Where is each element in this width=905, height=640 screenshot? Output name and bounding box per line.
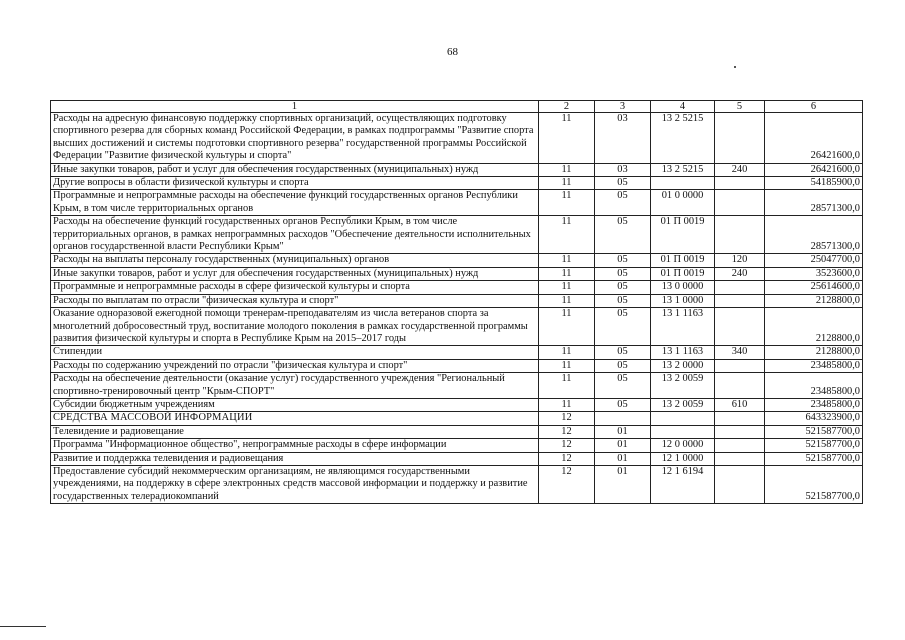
row-target-article-code: 13 2 5215 [651,163,715,176]
budget-table [50,100,863,504]
row-subsection-code: 05 [595,346,651,359]
row-target-article-code [651,177,715,190]
scan-edge-mark [0,626,46,627]
row-target-article-code: 12 1 0000 [651,452,715,465]
column-header-3: 3 [595,101,651,113]
row-description: Расходы по выплатам по отрасли "физическая культура и спорт" [51,294,539,307]
column-header-2: 2 [539,101,595,113]
row-amount: 521587700,0 [765,425,863,438]
row-description: Стипендии [51,346,539,359]
row-expense-type-code [715,412,765,425]
table-row [51,452,863,465]
row-description: Расходы по содержанию учреждений по отрасли "физическая культура и спорт" [51,359,539,372]
row-subsection-code: 01 [595,465,651,503]
row-amount: 23485800,0 [765,398,863,411]
row-subsection-code: 05 [595,254,651,267]
row-subsection-code: 05 [595,398,651,411]
row-expense-type-code [715,281,765,294]
table-row [51,359,863,372]
row-target-article-code: 13 2 0059 [651,373,715,399]
row-subsection-code: 01 [595,452,651,465]
row-description: Оказание одноразовой ежегодной помощи тренерам-преподавателям из числа ветеранов спорта за многолетний добросовестный труд, воспитание молодого поколения в рамках государственной программы развития физической культуры и спорта в Республике Крым на 2015–2017 годы [51,308,539,346]
row-target-article-code: 01 0 0000 [651,190,715,216]
table-row [51,216,863,254]
scan-dot [734,66,736,68]
row-target-article-code [651,425,715,438]
table-row [51,254,863,267]
row-expense-type-code [715,425,765,438]
column-header-4: 4 [651,101,715,113]
row-amount: 26421600,0 [765,163,863,176]
row-target-article-code: 13 1 0000 [651,294,715,307]
table-row [51,308,863,346]
row-target-article-code: 13 0 0000 [651,281,715,294]
table-row [51,412,863,425]
row-amount: 521587700,0 [765,465,863,503]
page-number: 68 [447,46,458,58]
row-section-code: 11 [539,113,595,164]
row-expense-type-code [715,452,765,465]
row-description: Другие вопросы в области физической культуры и спорта [51,177,539,190]
row-expense-type-code: 610 [715,398,765,411]
row-target-article-code [651,412,715,425]
row-amount: 25614600,0 [765,281,863,294]
row-amount: 2128800,0 [765,346,863,359]
row-amount: 2128800,0 [765,294,863,307]
row-expense-type-code [715,439,765,452]
row-target-article-code: 13 1 1163 [651,308,715,346]
row-description: Субсидии бюджетным учреждениям [51,398,539,411]
row-description: Расходы на обеспечение деятельности (оказание услуг) государственного учреждения "Региональный спортивно-тренировочный центр "Крым-СПОРТ" [51,373,539,399]
table-row [51,346,863,359]
row-description: Телевидение и радиовещание [51,425,539,438]
row-amount: 23485800,0 [765,359,863,372]
row-amount: 2128800,0 [765,308,863,346]
row-description: Программные и непрограммные расходы на обеспечение функций государственных органов Республики Крым, в том числе территориальных органов [51,190,539,216]
column-number-row [51,101,863,113]
row-description: Иные закупки товаров, работ и услуг для обеспечения государственных (муниципальных) нужд [51,163,539,176]
row-amount: 28571300,0 [765,216,863,254]
row-section-code: 12 [539,452,595,465]
column-header-6: 6 [765,101,863,113]
row-section-code: 11 [539,177,595,190]
table-row [51,294,863,307]
table-row [51,113,863,164]
table-row [51,425,863,438]
row-target-article-code: 01 П 0019 [651,216,715,254]
row-amount: 643323900,0 [765,412,863,425]
row-expense-type-code: 240 [715,163,765,176]
row-section-code: 12 [539,425,595,438]
table-row [51,281,863,294]
row-amount: 521587700,0 [765,452,863,465]
row-description: Предоставление субсидий некоммерческим организациям, не являющимся государственными учреждениями, на поддержку в сфере электронных средств массовой информации и поддержку и развитие государственных телерадиокомпаний [51,465,539,503]
row-section-code: 11 [539,281,595,294]
table-row [51,398,863,411]
row-description: Программа "Информационное общество", непрограммные расходы в сфере информации [51,439,539,452]
row-description: СРЕДСТВА МАССОВОЙ ИНФОРМАЦИИ [51,412,539,425]
table-row [51,373,863,399]
row-expense-type-code [715,373,765,399]
row-expense-type-code [715,113,765,164]
row-section-code: 11 [539,267,595,280]
row-section-code: 11 [539,163,595,176]
table-row [51,190,863,216]
row-subsection-code: 01 [595,425,651,438]
row-amount: 3523600,0 [765,267,863,280]
row-section-code: 11 [539,346,595,359]
row-section-code: 12 [539,412,595,425]
row-subsection-code: 05 [595,190,651,216]
row-subsection-code: 05 [595,373,651,399]
row-description: Развитие и поддержка телевидения и радиовещания [51,452,539,465]
row-target-article-code: 12 0 0000 [651,439,715,452]
row-section-code: 11 [539,373,595,399]
row-description: Программные и непрограммные расходы в сфере физической культуры и спорта [51,281,539,294]
row-subsection-code: 03 [595,113,651,164]
table-row [51,267,863,280]
row-subsection-code: 05 [595,308,651,346]
row-section-code: 12 [539,439,595,452]
row-target-article-code: 01 П 0019 [651,254,715,267]
row-section-code: 11 [539,294,595,307]
row-amount: 54185900,0 [765,177,863,190]
row-description: Расходы на обеспечение функций государственных органов Республики Крым, в том числе территориальных органов, в рамках непрограммных расходов "Обеспечение деятельности исполнительных органов государственной власти Республики Крым" [51,216,539,254]
row-amount: 23485800,0 [765,373,863,399]
row-amount: 26421600,0 [765,113,863,164]
row-expense-type-code [715,359,765,372]
row-expense-type-code [715,465,765,503]
table-row [51,465,863,503]
table-row [51,177,863,190]
row-expense-type-code [715,216,765,254]
row-expense-type-code: 120 [715,254,765,267]
row-description: Иные закупки товаров, работ и услуг для обеспечения государственных (муниципальных) нужд [51,267,539,280]
row-target-article-code: 13 2 0000 [651,359,715,372]
row-subsection-code: 05 [595,216,651,254]
column-header-5: 5 [715,101,765,113]
row-expense-type-code [715,294,765,307]
row-subsection-code: 05 [595,177,651,190]
row-expense-type-code: 240 [715,267,765,280]
row-expense-type-code [715,190,765,216]
row-subsection-code: 05 [595,267,651,280]
row-subsection-code: 05 [595,294,651,307]
row-expense-type-code [715,308,765,346]
row-amount: 521587700,0 [765,439,863,452]
row-target-article-code: 13 2 5215 [651,113,715,164]
row-target-article-code: 01 П 0019 [651,267,715,280]
row-subsection-code: 03 [595,163,651,176]
row-expense-type-code: 340 [715,346,765,359]
row-description: Расходы на адресную финансовую поддержку спортивных организаций, осуществляющих подготовку спортивного резерва для сборных команд Российской Федерации, в рамках подпрограммы "Развитие спорта высших достижений и системы подготовки спортивного резерва" государственной программы Российской Федерации "Развитие физической культуры и спорта" [51,113,539,164]
row-amount: 25047700,0 [765,254,863,267]
row-section-code: 11 [539,359,595,372]
table-row [51,439,863,452]
row-expense-type-code [715,177,765,190]
row-amount: 28571300,0 [765,190,863,216]
row-subsection-code: 01 [595,439,651,452]
table-row [51,163,863,176]
row-section-code: 12 [539,465,595,503]
row-subsection-code: 05 [595,281,651,294]
row-target-article-code: 13 1 1163 [651,346,715,359]
row-section-code: 11 [539,216,595,254]
column-header-1: 1 [51,101,539,113]
row-section-code: 11 [539,190,595,216]
row-description: Расходы на выплаты персоналу государственных (муниципальных) органов [51,254,539,267]
row-target-article-code: 12 1 6194 [651,465,715,503]
row-section-code: 11 [539,254,595,267]
row-subsection-code: 05 [595,359,651,372]
row-subsection-code [595,412,651,425]
row-section-code: 11 [539,308,595,346]
row-section-code: 11 [539,398,595,411]
row-target-article-code: 13 2 0059 [651,398,715,411]
